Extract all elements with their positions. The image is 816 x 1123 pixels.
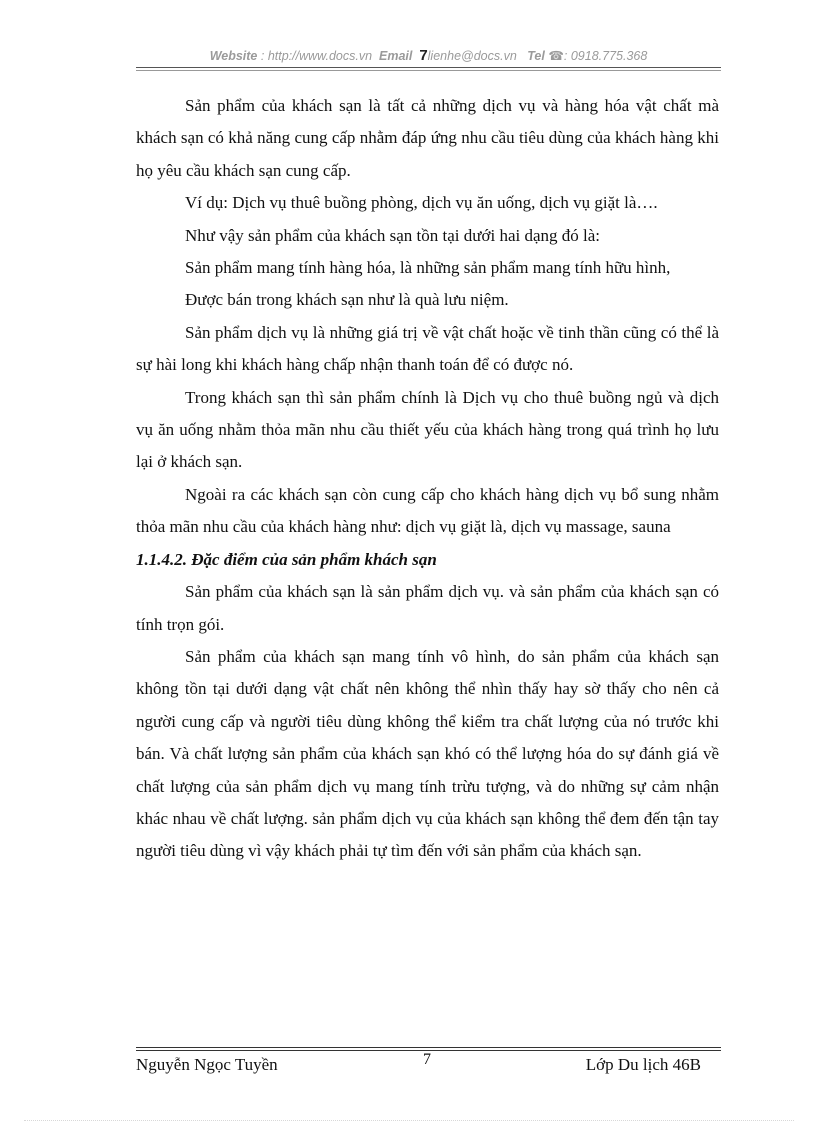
website-value: : http://www.docs.vn — [260, 49, 373, 63]
paragraph: Như vậy sản phẩm của khách sạn tồn tại dưới hai dạng đó là: — [185, 225, 601, 245]
paragraph: Sản phẩm của khách sạn là sản phẩm dịch vụ. và sản phẩm của khách sạn có tính trọn gói. — [136, 582, 719, 634]
paragraph: Sản phẩm mang tính hàng hóa, là những sản phẩm mang tính hữu hình, — [185, 258, 671, 278]
tel-value: : 0918.775.368 — [563, 49, 648, 63]
header-rule — [136, 67, 721, 68]
section-heading: 1.1.4.2. Đặc điểm của sản phẩm khách sạn — [136, 549, 437, 569]
email-label: Email — [379, 49, 413, 63]
page-header — [136, 47, 721, 64]
footer-page-number: 7 — [423, 1051, 431, 1068]
document-body — [136, 90, 719, 868]
paragraph: Sản phẩm dịch vụ là những giá trị về vật chất hoặc về tinh thần cũng có thể là sự hài long khi khách hàng chấp nhận thanh toán để có được nó. — [136, 322, 719, 375]
page-footer — [136, 1053, 721, 1077]
paragraph: Ngoài ra các khách sạn còn cung cấp cho khách hàng dịch vụ bổ sung nhằm thỏa mãn nhu cầu của khách hàng như: dịch vụ giặt là, dịch vụ massage, sauna — [136, 484, 719, 537]
header-rule-secondary — [136, 70, 721, 71]
footer-rule — [136, 1047, 721, 1048]
paragraph: Được bán trong khách sạn như là quà lưu niệm. — [185, 290, 509, 310]
footer-class-name: Lớp Du lịch 46B — [585, 1055, 701, 1074]
paragraph: Trong khách sạn thì sản phẩm chính là Dịch vụ cho thuê buồng ngủ và dịch vụ ăn uống nhằm thỏa mãn nhu cầu thiết yếu của khách hàng trong quá trình họ lưu lại ở khách sạn. — [136, 387, 719, 472]
paragraph: Ví dụ: Dịch vụ thuê buồng phòng, dịch vụ ăn uống, dịch vụ giặt là…. — [185, 193, 658, 213]
website-label: Website — [209, 49, 258, 63]
bottom-divider — [24, 1120, 794, 1121]
phone-icon: ☎ — [548, 49, 564, 63]
header-page-mark: 7 — [419, 47, 428, 64]
email-value: lienhe@docs.vn — [427, 49, 517, 63]
tel-label: Tel — [527, 49, 545, 63]
footer-author: Nguyễn Ngọc Tuyền — [136, 1055, 278, 1074]
paragraph: Sản phẩm của khách sạn mang tính vô hình, do sản phẩm của khách sạn không tồn tại dưới dạng vật chất nên không thể nhìn thấy hay sờ thấy cho nên cả người cung cấp và người tiêu dùng không thể kiểm tra chất lượng của nó trước khi bán. Và chất lượng sản phẩm của khách sạn khó có thể lượng hóa do sự đánh giá về chất lượng của sản phẩm dịch vụ mang tính trừu tượng, và do những sự cảm nhận khác nhau về chất lượng. sản phẩm dịch vụ của khách sạn không thể đem đến tận tay người tiêu dùng vì vậy khách phải tự tìm đến với sản phẩm của khách sạn. — [136, 646, 719, 861]
paragraph: Sản phẩm của khách sạn là tất cả những dịch vụ và hàng hóa vật chất mà khách sạn có khả năng cung cấp nhằm đáp ứng nhu cầu tiêu dùng của khách hàng khi họ yêu cầu khách sạn cung cấp. — [136, 96, 719, 180]
